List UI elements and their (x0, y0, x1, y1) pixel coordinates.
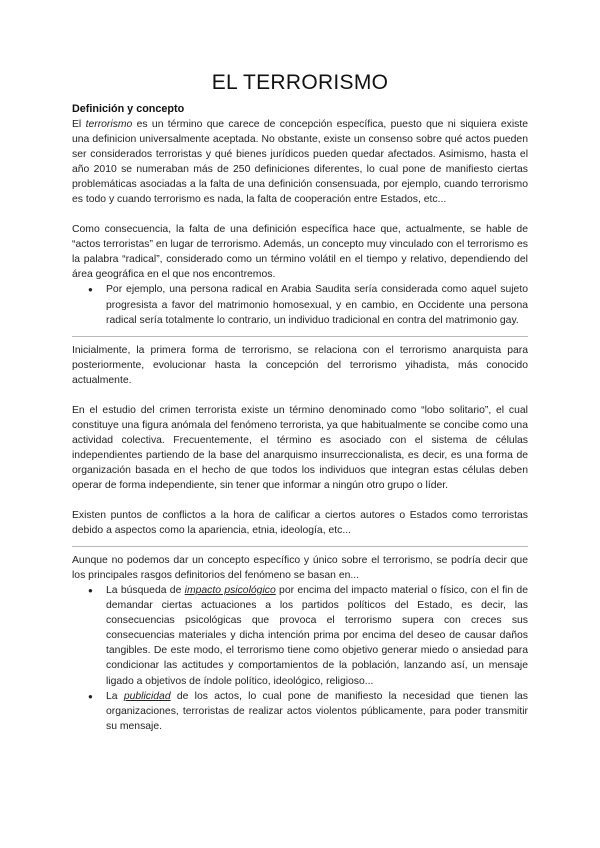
page-title: EL TERRORISMO (211, 71, 389, 94)
bullet-list-radical (72, 282, 528, 327)
paragraph-lobo-solitario: En el estudio del crimen terrorista existe un término denominado como “lobo solitario”, el cual constituye una figura anómala del fenómeno terrorista, ya que habitualmente se concibe como una actividad colectiva. Frecuentemente, el término es asociado con el sistema de células independientes partiendo de la base del anarquismo insurreccionalista, es decir, es una forma de organización basada en el hecho de que todos los individuos que integran estas células deben operar de forma independiente, sin tener que informar a ningún otro grupo o líder. (72, 404, 528, 491)
paragraph-conflictos: Existen puntos de conflictos a la hora de calificar a ciertos autores o Estados como terroristas debido a aspectos como la apariencia, etnia, ideología, etc... (72, 510, 528, 537)
text-run: de los actos, lo cual pone de manifiesto la necesidad que tienen las organizaciones, terroristas de realizar actos violentos públicamente, para poder transmitir su mensaje. (106, 690, 528, 732)
bullet-item-radical: ● Por ejemplo, una persona radical en Arabia Saudita sería considerada como aquel sujeto progresista a favor del matrimonio homosexual, y en cambio, en Occidente una persona radical sería totalmente lo contrario, un individuo tradicional en contra del matrimonio gay. (106, 282, 528, 327)
text-run: El (72, 119, 86, 130)
paragraph-consecuencia: Como consecuencia, la falta de una definición específica hace que, actualmente, se hable de “actos terroristas” en lugar de terrorismo. Además, un concepto muy vinculado con el terrorismo es la palabra “radical”, considerado como un término volátil en el tiempo y relativo, dependiendo del área geográfica en el que nos encontremos. (72, 224, 528, 281)
term-impacto-psicologico: impacto psicológico (184, 585, 276, 597)
bullet-item-publicidad (106, 689, 528, 734)
paragraph-inicialmente: Inicialmente, la primera forma de terrorismo, se relaciona con el terrorismo anarquista para posteriormente, evolucionar hasta la concepción del terrorismo yihadista, más conocido actualmente. (72, 344, 528, 386)
term-terrorismo: terrorismo (85, 119, 133, 130)
text-run: La (106, 690, 124, 702)
divider (72, 336, 528, 337)
section-heading-definicion: Definición y concepto (72, 103, 185, 115)
text-run: por encima del impacto material o físico, con el fin de demandar ciertas actuaciones a los partidos políticos del Estado, es decir, las consecuencias psicológicas que provoca el terrorismo supera con creces sus consecuencias materiales y dicha intención prima por encima del deseo de causar daños tangibles. De este modo, el terrorismo tiene como objetivo generar miedo o ansiedad para condicionar las actitudes y comportamientos de la población, lanzando así, un mensaje ligado a objetivos de índole político, ideológico, religioso... (106, 585, 528, 687)
document-page (72, 70, 528, 734)
text-run: es un término que carece de concepción específica, puesto que ni siquiera existe una definicion universalmente aceptada. No obstante, existe un consenso sobre qué actos pueden ser considerados terroristas y qué bienes jurídicos pueden quedar afectados. Asimismo, hasta el año 2010 se numeraban más de 250 definiciones diferentes, lo cual pone de manifiesto ciertas problemáticas asociadas a la falta de una definición consensuada, por ejemplo, cuando terrorismo es todo y cuando terrorismo es nada, la falta de cooperación entre Estados, etc... (72, 119, 528, 206)
bullet-item-impacto (106, 583, 528, 688)
bullet-list-rasgos (72, 583, 528, 733)
paragraph-rasgos: Aunque no podemos dar un concepto específico y único sobre el terrorismo, se podría decir que los principales rasgos definitorios del fenómeno se basan en... (72, 555, 528, 582)
text-run: La búsqueda de (106, 585, 185, 597)
paragraph-definicion (72, 117, 528, 207)
divider (72, 546, 528, 547)
term-publicidad: publicidad (123, 690, 171, 702)
